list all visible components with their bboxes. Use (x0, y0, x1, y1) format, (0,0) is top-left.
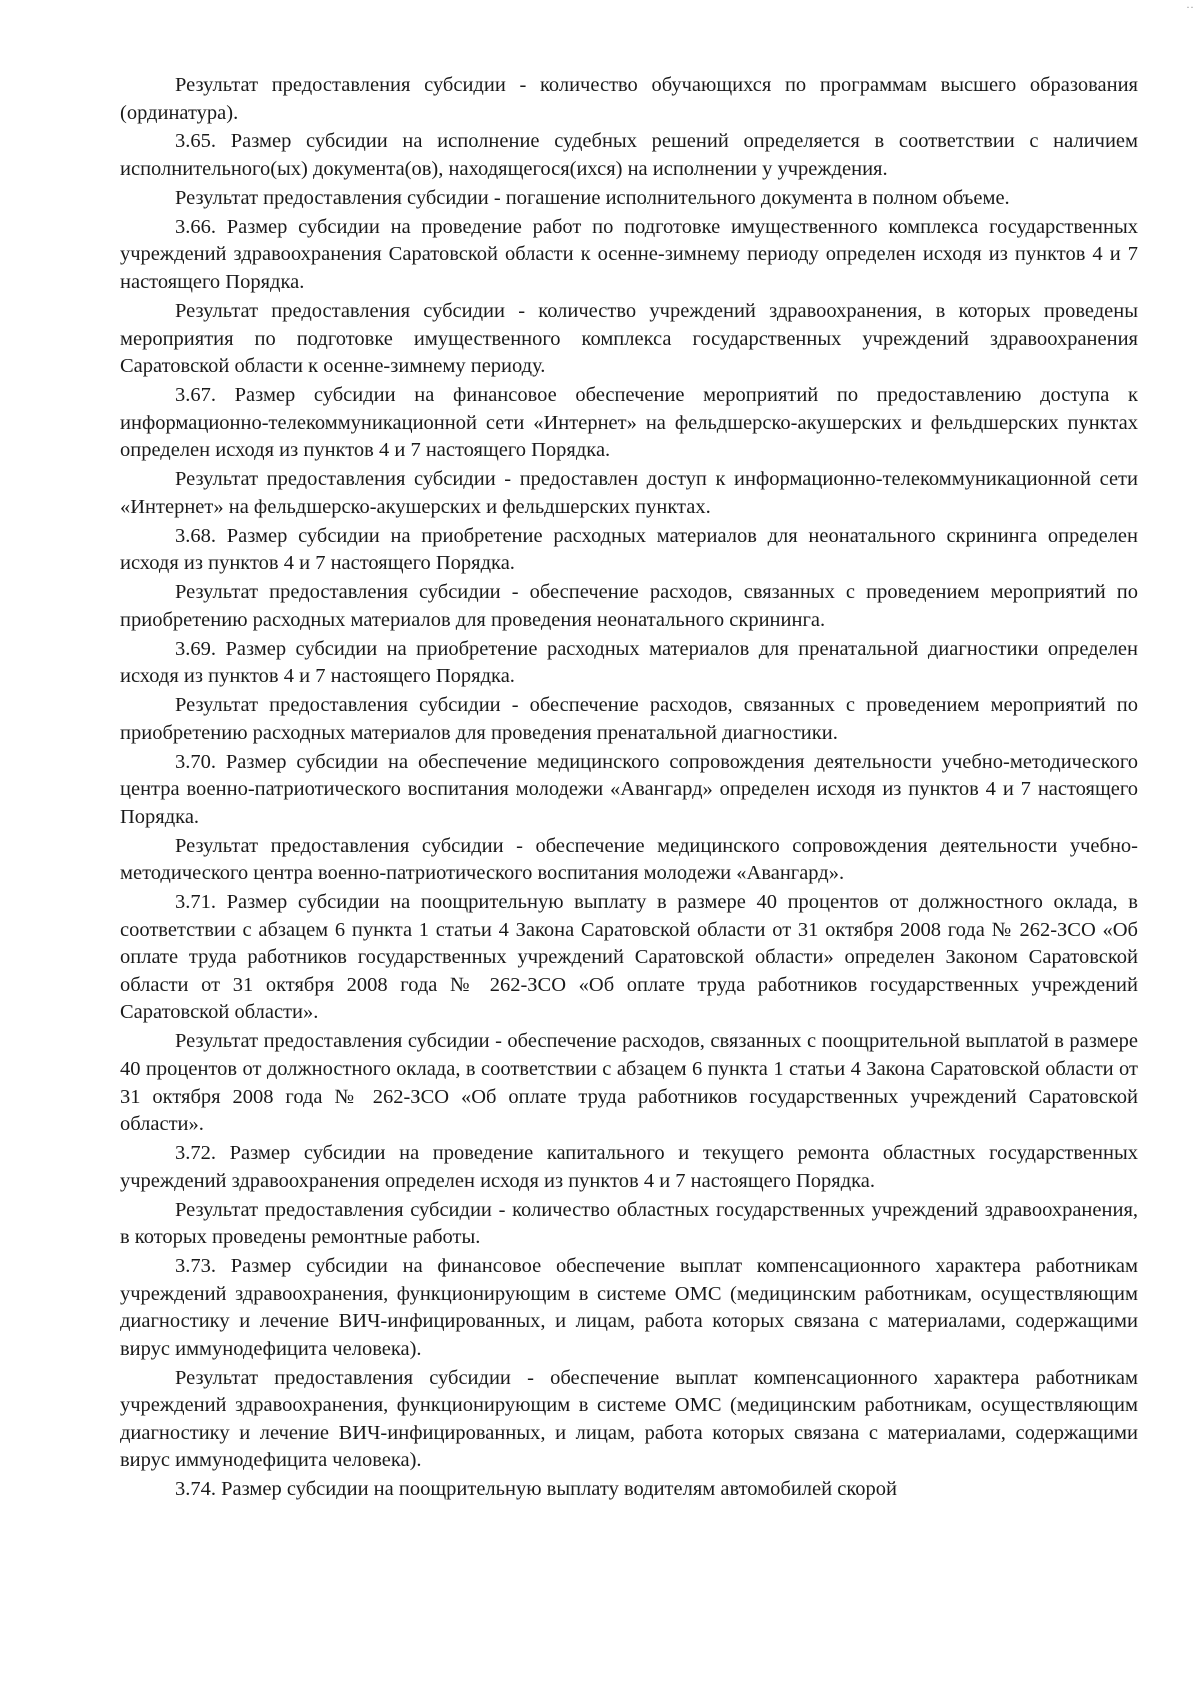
paragraph-result-3-67: Результат предоставления субсидии - предоставлен доступ к информационно-телекоммуникационной сети «Интернет» на фельдшерско-акушерских и фельдшерских пунктах. (120, 468, 1138, 518)
paragraph-result-3-71: Результат предоставления субсидии - обеспечение расходов, связанных с поощрительной выплатой в размере 40 процентов от должностного оклада, в соответствии с абзацем 6 пункта 1 статьи 4 Закона Саратовской области от 31 октября 2008 года № 262-ЗСО «Об оплате труда работников государственных учреждений Саратовской области». (120, 1030, 1138, 1136)
paragraph-result-3-65: Результат предоставления субсидии - погашение исполнительного документа в полном объеме. (175, 186, 1010, 209)
paragraph-result-3-68: Результат предоставления субсидии - обеспечение расходов, связанных с проведением мероприятий по приобретению расходных материалов для проведения неонатального скрининга. (120, 581, 1138, 631)
paragraph-result-3-70: Результат предоставления субсидии - обеспечение медицинского сопровождения деятельности учебно-методического центра военно-патриотического воспитания молодежи «Авангард». (120, 834, 1138, 885)
paragraph-3-69: 3.69. Размер субсидии на приобретение расходных материалов для пренатальной диагностики определен исходя из пунктов 4 и 7 настоящего Порядка. (120, 637, 1138, 688)
paragraph-result-3-66: Результат предоставления субсидии - количество учреждений здравоохранения, в которых проведены мероприятия по подготовке имущественного комплекса государственных учреждений здравоохранения Саратовской области к осенне-зимнему периоду. (120, 299, 1138, 378)
paragraph-3-71: 3.71. Размер субсидии на поощрительную выплату в размере 40 процентов от должностного оклада, в соответствии с абзацем 6 пункта 1 статьи 4 Закона Саратовской области от 31 октября 2008 года № 262-ЗСО «Об оплате труда работников государственных учреждений Саратовской области» определен Законом Саратовской области от 31 октября 2008 года № 262-ЗСО «Об оплате труда работников государственных учреждений Саратовской области». (120, 891, 1138, 1024)
paragraph-result-ordinatura: Результат предоставления субсидии - количество обучающихся по программам высшего образования (ординатура). (120, 74, 1138, 124)
paragraph-3-70: 3.70. Размер субсидии на обеспечение медицинского сопровождения деятельности учебно-методического центра военно-патриотического воспитания молодежи «Авангард» определен исходя из пунктов 4 и 7 настоящего Порядка. (120, 750, 1138, 828)
corner-scan-mark: ·· (1186, 0, 1194, 14)
paragraph-3-73: 3.73. Размер субсидии на финансовое обеспечение выплат компенсационного характера работникам учреждений здравоохранения, функционирующим в системе ОМС (медицинским работникам, осуществляющим диагностику и лечение ВИЧ-инфицированных, и лицам, работа которых связана с материалами, содержащими вирус иммунодефицита человека). (120, 1254, 1138, 1360)
paragraph-3-66: 3.66. Размер субсидии на проведение работ по подготовке имущественного комплекса государственных учреждений здравоохранения Саратовской области к осенне-зимнему периоду определен исходя из пунктов 4 и 7 настоящего Порядка. (120, 215, 1138, 294)
paragraph-result-3-72: Результат предоставления субсидии - количество областных государственных учреждений здравоохранения, в которых проведены ремонтные работы. (120, 1198, 1138, 1249)
paragraph-3-68: 3.68. Размер субсидии на приобретение расходных материалов для неонатального скрининга определен исходя из пунктов 4 и 7 настоящего Порядка. (120, 524, 1138, 575)
document-page (120, 72, 1138, 1505)
paragraph-3-74: 3.74. Размер субсидии на поощрительную выплату водителям автомобилей скорой (175, 1478, 897, 1501)
paragraph-3-67: 3.67. Размер субсидии на финансовое обеспечение мероприятий по предоставлению доступа к информационно-телекоммуникационной сети «Интернет» на фельдшерско-акушерских и фельдшерских пунктах определен исходя из пунктов 4 и 7 настоящего Порядка. (120, 384, 1138, 462)
paragraph-3-72: 3.72. Размер субсидии на проведение капитального и текущего ремонта областных государственных учреждений здравоохранения определен исходя из пунктов 4 и 7 настоящего Порядка. (120, 1142, 1138, 1192)
paragraph-result-3-73: Результат предоставления субсидии - обеспечение выплат компенсационного характера работникам учреждений здравоохранения, функционирующим в системе ОМС (медицинским работникам, осуществляющим диагностику и лечение ВИЧ-инфицированных, и лицам, работа которых связана с материалами, содержащими вирус иммунодефицита человека). (120, 1366, 1138, 1472)
paragraph-3-65: 3.65. Размер субсидии на исполнение судебных решений определяется в соответствии с наличием исполнительного(ых) документа(ов), находящегося(ихся) на исполнении у учреждения. (120, 130, 1138, 181)
paragraph-result-3-69: Результат предоставления субсидии - обеспечение расходов, связанных с проведением мероприятий по приобретению расходных материалов для проведения пренатальной диагностики. (120, 694, 1138, 744)
